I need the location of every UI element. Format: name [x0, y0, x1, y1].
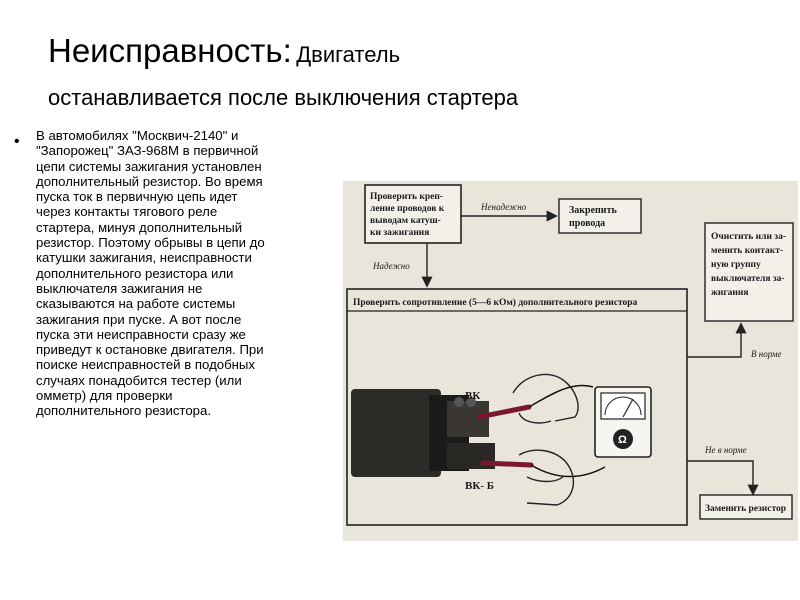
tighten-line-1: Закрепить [569, 205, 617, 216]
meter-omega-icon: Ω [618, 434, 627, 446]
box-replace-text: Заменить резистор [705, 504, 787, 514]
check-wires-line-1: Проверить креп- [370, 192, 443, 202]
coil-illustration [351, 389, 495, 477]
label-not-normal: Не в норме [705, 445, 747, 455]
bullet-text: В автомобилях "Москвич-2140" и "Запорожец" ЗАЗ-968М в первичной цепи системы зажигания установлен дополнительный резистор. Во время пуска ток в первичную цепь идет через контакты тягового реле стартера, минуя дополнительный резистор. Поэтому обрывы в цепи до катушки зажигания, неисправности дополнительного резистора или выключателя зажигания не сказываются на работе системы зажигания при пуске. А вот после пуска эти неисправности сразу же приведут к остановке двигателя. При поиске неисправностей в подобных случаях понадобится тестер (или омметр) для проверки дополнительного резистора. [36, 128, 265, 419]
hands-illustration [513, 375, 578, 505]
terminal-vk: ВК [465, 390, 481, 402]
terminal-vkb: ВК- Б [465, 480, 494, 492]
troubleshooting-diagram [343, 181, 798, 541]
hand-bottom-finger [527, 477, 563, 482]
ohmmeter-illustration [595, 387, 651, 457]
probe-bottom [483, 463, 531, 465]
title-sub-1: Двигатель [296, 42, 401, 67]
tighten-line-2: провода [569, 218, 606, 229]
clean-line-2: менить контакт- [711, 246, 784, 256]
coil-body [351, 389, 441, 477]
probes-illustration [479, 385, 605, 476]
arrow-normal [687, 325, 741, 357]
probe-wire-bottom [531, 465, 605, 477]
bullet-icon: • [14, 133, 20, 150]
label-reliable: Надежно [373, 261, 410, 271]
slide-title [48, 30, 788, 119]
clean-line-1: Очистить или за- [711, 232, 787, 242]
check-wires-line-4: ки зажигания [370, 228, 430, 238]
coil-screw-top [454, 397, 464, 407]
probe-wire-top [529, 385, 593, 407]
coil-terminal-block [447, 401, 489, 437]
title-sub-2: останавливается после выключения стартера [48, 85, 519, 110]
clean-line-4: выключателя за- [711, 274, 785, 284]
clean-line-3: ную группу [711, 260, 761, 270]
arrow-not-normal [687, 461, 753, 493]
hand-top-finger [519, 413, 551, 423]
clean-line-5: жигания [711, 288, 749, 298]
check-wires-line-2: ление проводов к [370, 204, 445, 214]
label-unreliable: Ненадежно [481, 202, 527, 212]
box-check-resistance-text: Проверить сопротивление (5—6 кОм) дополнительного резистора [353, 298, 638, 308]
diagram-svg [343, 181, 798, 541]
title-main: Неисправность: [48, 32, 292, 69]
check-wires-line-3: выводам катуш- [370, 216, 441, 226]
label-normal: В норме [751, 349, 782, 359]
